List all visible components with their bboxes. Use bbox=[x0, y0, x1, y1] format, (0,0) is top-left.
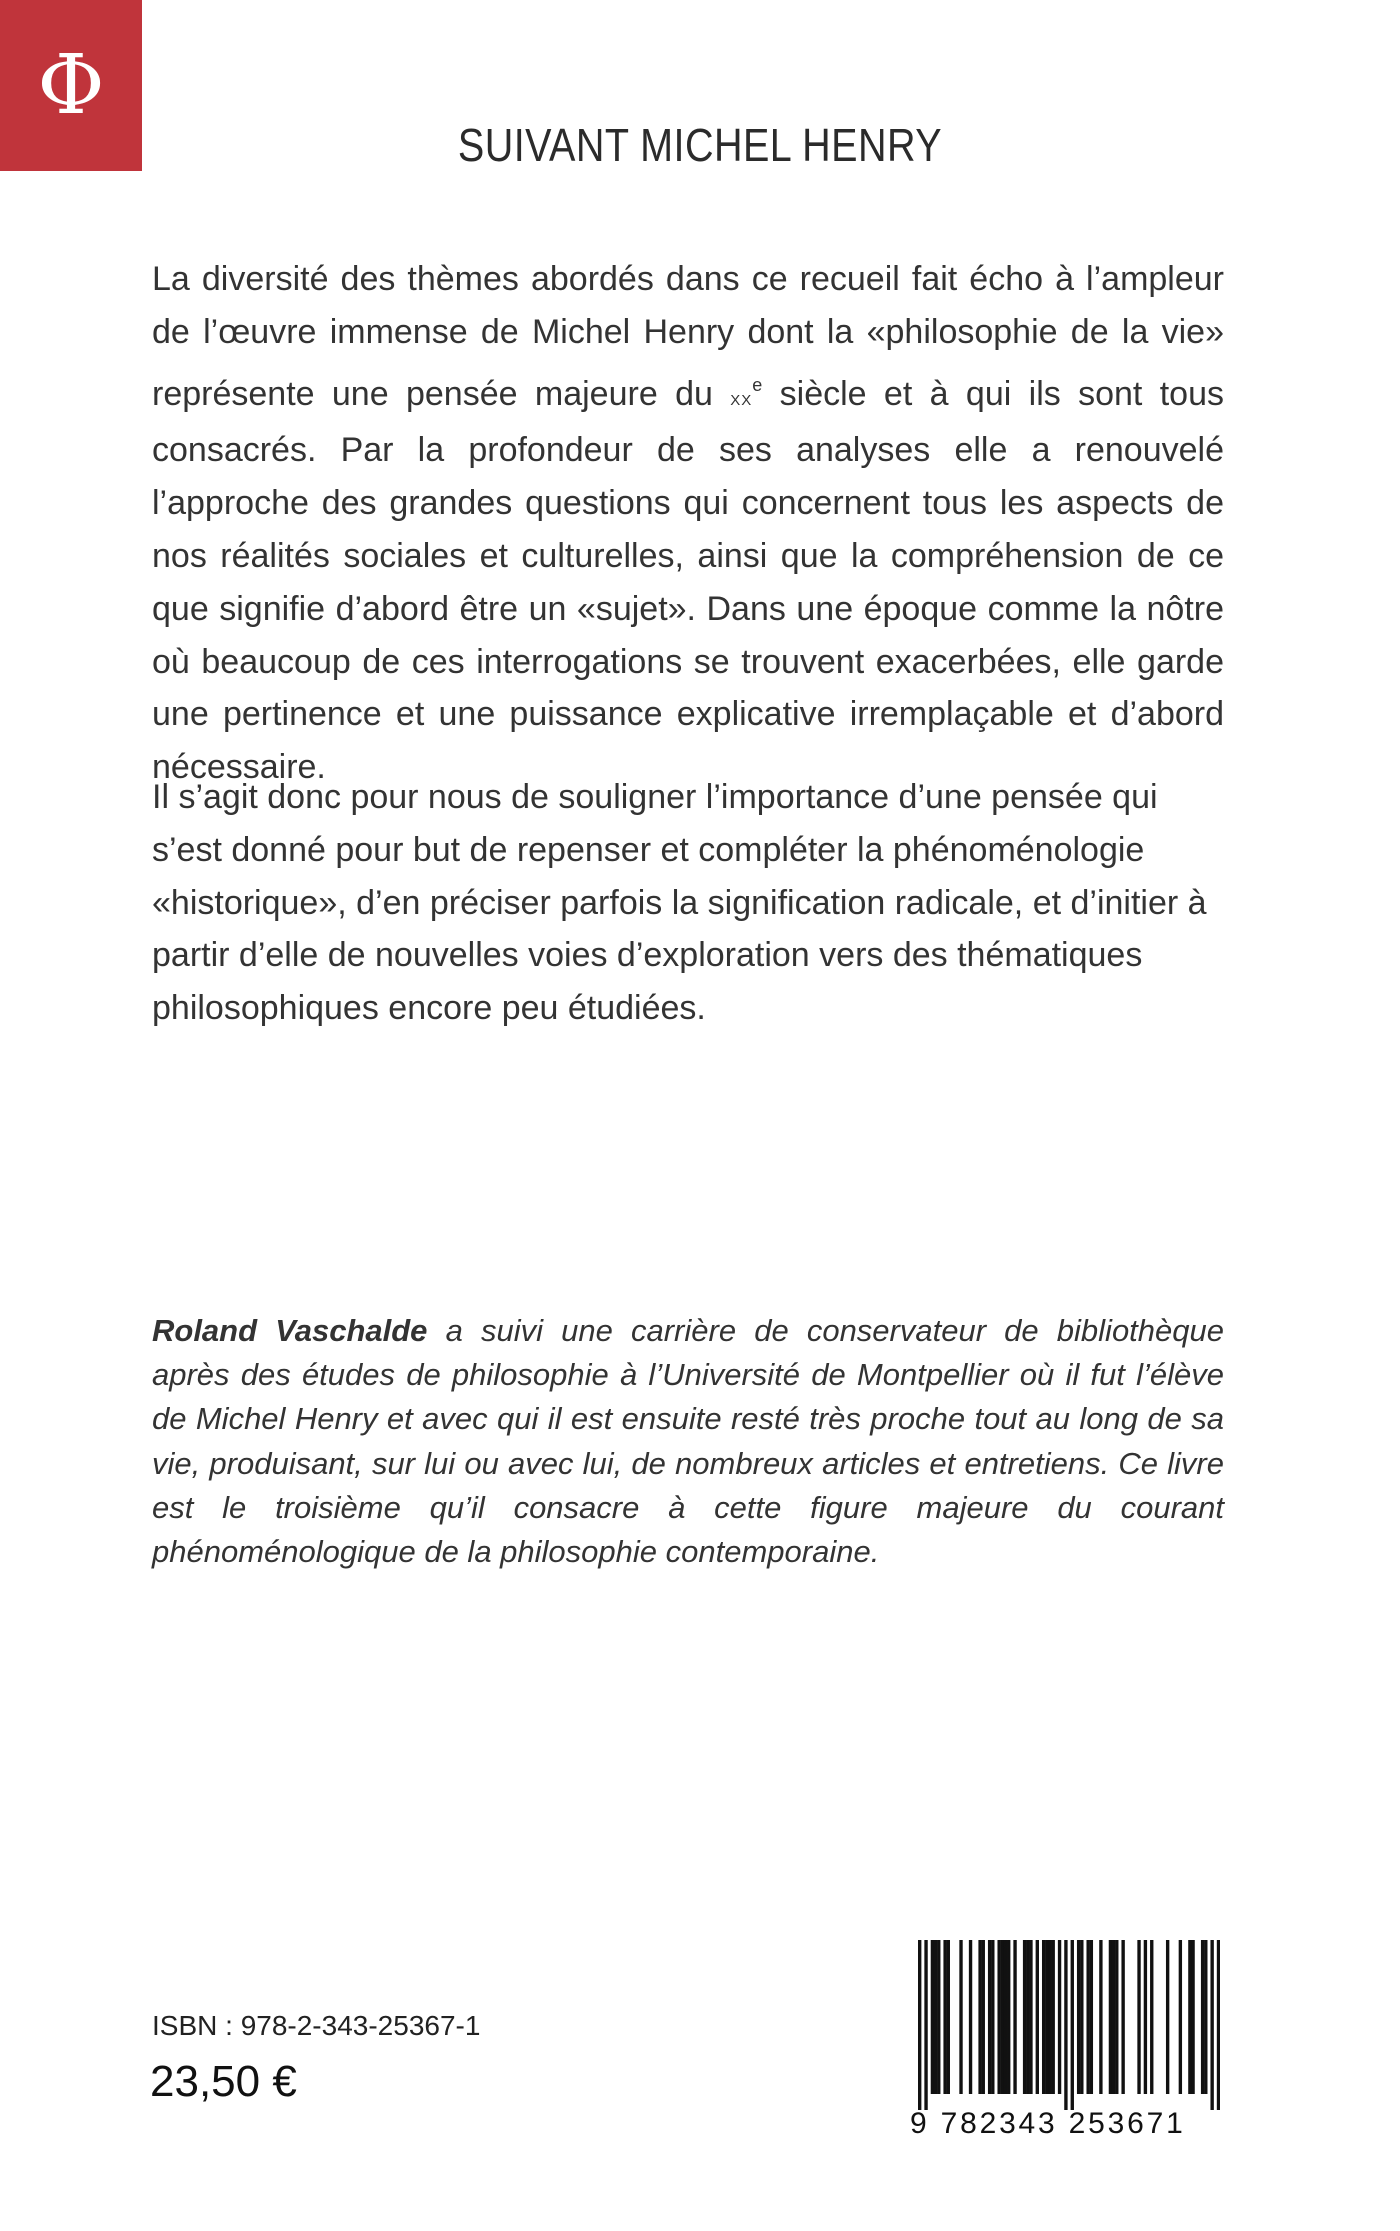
phi-logo-icon: Φ bbox=[37, 37, 105, 133]
barcode-bar bbox=[1045, 1940, 1048, 2094]
price: 23,50 € bbox=[150, 2057, 297, 2106]
description-paragraph-2: Il s’agit donc pour nous de souligner l’importance d’une pensée qui s’est donné pour but de repenser et compléter la phénoménologie «historique», d’en préciser parfois la signification radicale, et d’initier à partir d’elle de nouvelles voies d’exploration vers des thématiques philosophiques encore peu étudiées. bbox=[152, 778, 1207, 1028]
barcode-bar bbox=[943, 1940, 946, 2094]
century-superscript: e bbox=[752, 374, 763, 395]
barcode-bar bbox=[1191, 1940, 1194, 2094]
barcode-bar bbox=[1036, 1940, 1039, 2094]
barcode-bar bbox=[997, 1940, 1000, 2094]
barcode-bar bbox=[1086, 1940, 1089, 2094]
barcode-bar bbox=[1121, 1940, 1124, 2094]
barcode-bar bbox=[1077, 1940, 1080, 2094]
barcode-bar bbox=[1112, 1940, 1115, 2094]
author-bio bbox=[152, 1309, 1224, 1574]
barcode-bar bbox=[1210, 1940, 1213, 2110]
century-numeral: xx bbox=[730, 384, 753, 410]
barcode-bar bbox=[1052, 1940, 1055, 2094]
barcode-bar bbox=[1042, 1940, 1045, 2094]
author-bio-text: a suivi une carrière de conservateur de bibliothèque après des études de philosophie à l’Université de Montpellier où il fut l’élève de Michel Henry et avec qui il est ensuite resté très proche tout au long de sa vie, produisant, sur lui ou avec lui, de nombreux articles et entretiens. Ce livre est le troisième qu’il consacre à cette figure majeure du courant phénoménologique de la philosophie contemporaine. bbox=[152, 1313, 1224, 1570]
barcode-bar bbox=[947, 1940, 950, 2094]
description-paragraph-1 bbox=[152, 253, 1224, 794]
barcode-bar bbox=[978, 1940, 981, 2094]
barcode-bar bbox=[1007, 1940, 1010, 2094]
barcode-bar bbox=[1090, 1940, 1093, 2094]
publisher-logo bbox=[0, 0, 142, 171]
barcode bbox=[918, 1940, 1220, 2110]
barcode-bar bbox=[1179, 1940, 1182, 2094]
barcode-bar bbox=[1115, 1940, 1118, 2094]
barcode-bar bbox=[1013, 1940, 1016, 2094]
barcode-bar bbox=[1201, 1940, 1204, 2094]
barcode-bar bbox=[1004, 1940, 1007, 2094]
barcode-bar bbox=[1109, 1940, 1112, 2094]
barcode-bar bbox=[1058, 1940, 1061, 2094]
barcode-digits: 9 782343 253671 bbox=[910, 2107, 1186, 2140]
barcode-bar bbox=[1080, 1940, 1083, 2094]
barcode-bar bbox=[1217, 1940, 1220, 2110]
barcode-bar bbox=[1071, 1940, 1074, 2110]
book-title: SUIVANT MICHEL HENRY bbox=[457, 119, 943, 171]
isbn: ISBN : 978-2-343-25367-1 bbox=[152, 2010, 481, 2041]
barcode-bar bbox=[988, 1940, 991, 2094]
barcode-bar bbox=[982, 1940, 985, 2094]
paragraph-1-start: La diversité des thèmes abordés dans ce recueil fait écho à l’ampleur de l’œuvre immense de Michel Henry dont la «philosophie de la vie» représente une pensée majeure du bbox=[152, 260, 1224, 413]
barcode-bar bbox=[1144, 1940, 1147, 2094]
barcode-bar bbox=[1064, 1940, 1067, 2110]
barcode-bar bbox=[1137, 1940, 1140, 2094]
barcode-bar bbox=[931, 1940, 934, 2094]
barcode-bar bbox=[937, 1940, 940, 2094]
author-name: Roland Vaschalde bbox=[152, 1313, 428, 1348]
barcode-bar bbox=[1099, 1940, 1102, 2094]
barcode-bar bbox=[1048, 1940, 1051, 2094]
barcode-bar bbox=[991, 1940, 994, 2094]
barcode-bar bbox=[1023, 1940, 1026, 2094]
barcode-bar bbox=[1001, 1940, 1004, 2094]
barcode-bar bbox=[1026, 1940, 1029, 2094]
barcode-bar bbox=[918, 1940, 921, 2110]
barcode-bar bbox=[1204, 1940, 1207, 2094]
paragraph-1-end: siècle et à qui ils sont tous consacrés. Par la profondeur de ses analyses elle a renouvelé l’approche des grandes questions qui concernent tous les aspects de nos réalités sociales et culturelles, ainsi que la compréhension de ce que signifie d’abord être un «sujet». Dans une époque comme la nôtre où beaucoup de ces interrogations se trouvent exacerbées, elle garde une pertinence et une puissance explicative irremplaçable et d’abord nécessaire. bbox=[152, 374, 1224, 787]
barcode-bar bbox=[959, 1940, 962, 2094]
barcode-bar bbox=[1188, 1940, 1191, 2094]
barcode-bar bbox=[1166, 1940, 1169, 2094]
barcode-bar bbox=[1150, 1940, 1153, 2094]
barcode-bar bbox=[934, 1940, 937, 2094]
barcode-bar bbox=[969, 1940, 972, 2094]
barcode-bar bbox=[1029, 1940, 1032, 2094]
barcode-bar bbox=[924, 1940, 927, 2110]
